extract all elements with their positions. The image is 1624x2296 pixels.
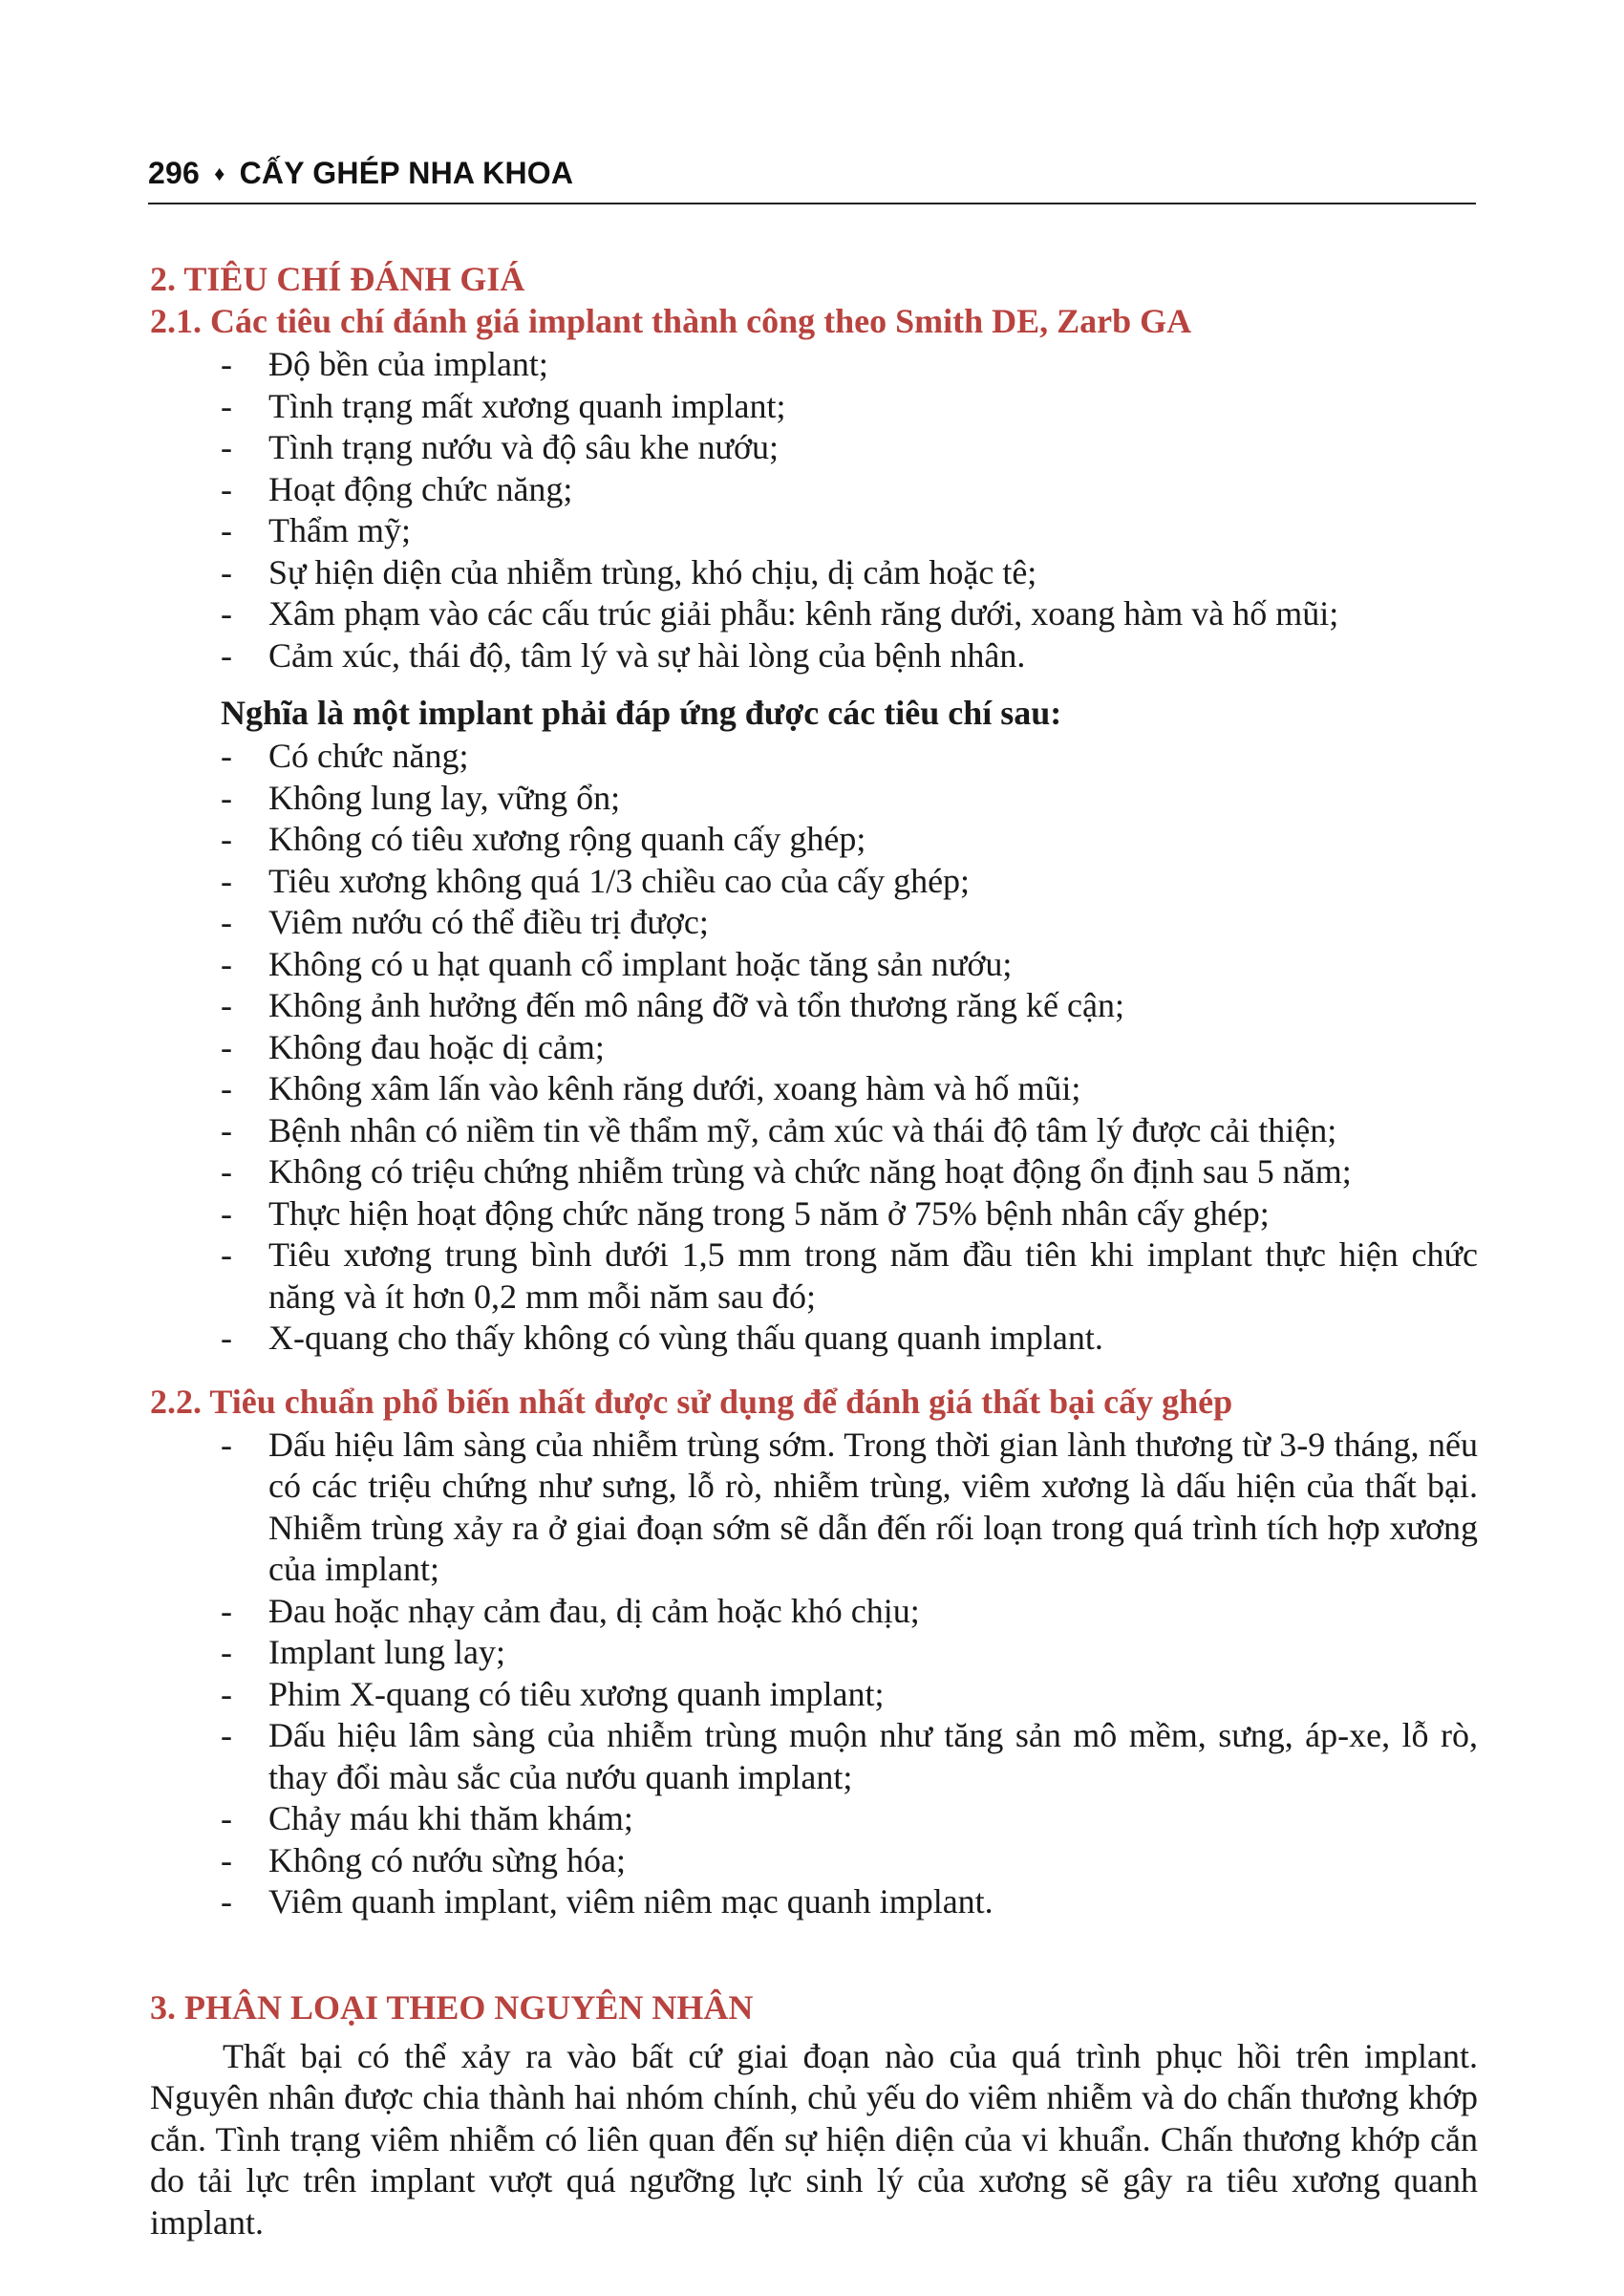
- subsection-2-1-heading: 2.1. Các tiêu chí đánh giá implant thành công theo Smith DE, Zarb GA: [150, 302, 1192, 340]
- list-item: - Sự hiện diện của nhiễm trùng, khó chịu, dị cảm hoặc tê;: [221, 552, 1478, 594]
- list-item: - Dấu hiệu lâm sàng của nhiễm trùng muộn như tăng sản mô mềm, sưng, áp-xe, lỗ rò, thay đổi màu sắc của nướu quanh implant;: [221, 1715, 1478, 1798]
- page-header: [148, 156, 1476, 204]
- list-item: - Không đau hoặc dị cảm;: [221, 1027, 1478, 1069]
- book-title: CẤY GHÉP NHA KHOA: [239, 156, 574, 190]
- list-item: - Không xâm lấn vào kênh răng dưới, xoang hàm và hố mũi;: [221, 1068, 1478, 1110]
- success-factors-list: [150, 344, 1478, 676]
- list-item: - Thẩm mỹ;: [221, 510, 1478, 552]
- list-item: - Không có tiêu xương rộng quanh cấy ghép;: [221, 819, 1478, 861]
- list-item: - Xâm phạm vào các cấu trúc giải phẫu: kênh răng dưới, xoang hàm và hố mũi;: [221, 593, 1478, 635]
- list-item: - Không có nướu sừng hóa;: [221, 1840, 1478, 1882]
- list-item: - Phim X-quang có tiêu xương quanh implant;: [221, 1674, 1478, 1716]
- section-3-paragraph: Thất bại có thể xảy ra vào bất cứ giai đoạn nào của quá trình phục hồi trên implant. Nguyên nhân được chia thành hai nhóm chính, chủ yếu do viêm nhiễm và do chấn thương khớp cắn. Tình trạng viêm nhiễm có liên quan đến sự hiện diện của vi khuẩn. Chấn thương khớp cắn do tải lực trên implant vượt quá ngưỡng lực sinh lý của xương sẽ gây ra tiêu xương quanh implant.: [150, 2036, 1478, 2242]
- list-item: - Không có triệu chứng nhiễm trùng và chức năng hoạt động ổn định sau 5 năm;: [221, 1151, 1478, 1193]
- list-item: - Độ bền của implant;: [221, 344, 1478, 386]
- failure-criteria-list: [150, 1425, 1478, 1923]
- list-item: - Đau hoặc nhạy cảm đau, dị cảm hoặc khó chịu;: [221, 1591, 1478, 1633]
- list-item: - Tiêu xương trung bình dưới 1,5 mm trong năm đầu tiên khi implant thực hiện chức năng và ít hơn 0,2 mm mỗi năm sau đó;: [221, 1234, 1478, 1318]
- running-head: [148, 156, 573, 190]
- diamond-separator-icon: ♦: [214, 161, 225, 185]
- page-number: 296: [148, 156, 200, 190]
- list-item: - X-quang cho thấy không có vùng thấu quang quanh implant.: [221, 1318, 1478, 1360]
- list-item: - Viêm nướu có thể điều trị được;: [221, 902, 1478, 944]
- list-item: - Bệnh nhân có niềm tin về thẩm mỹ, cảm xúc và thái độ tâm lý được cải thiện;: [221, 1110, 1478, 1152]
- section-2-heading: 2. TIÊU CHÍ ĐÁNH GIÁ: [150, 260, 525, 298]
- list-item: - Thực hiện hoạt động chức năng trong 5 năm ở 75% bệnh nhân cấy ghép;: [221, 1193, 1478, 1235]
- list-item: - Tiêu xương không quá 1/3 chiều cao của cấy ghép;: [221, 861, 1478, 903]
- page-content: [150, 258, 1478, 2243]
- success-criteria-list: [150, 736, 1478, 1360]
- list-item: - Implant lung lay;: [221, 1632, 1478, 1674]
- list-item: - Không có u hạt quanh cổ implant hoặc tăng sản nướu;: [221, 944, 1478, 986]
- criteria-intro: Nghĩa là một implant phải đáp ứng được các tiêu chí sau:: [221, 694, 1062, 732]
- list-item: - Không lung lay, vững ổn;: [221, 778, 1478, 820]
- list-item: - Cảm xúc, thái độ, tâm lý và sự hài lòng của bệnh nhân.: [221, 635, 1478, 677]
- list-item: - Chảy máu khi thăm khám;: [221, 1798, 1478, 1840]
- list-item: - Có chức năng;: [221, 736, 1478, 778]
- list-item: - Viêm quanh implant, viêm niêm mạc quanh implant.: [221, 1881, 1478, 1923]
- subsection-2-2-heading: 2.2. Tiêu chuẩn phổ biến nhất được sử dụng để đánh giá thất bại cấy ghép: [150, 1382, 1233, 1421]
- list-item: - Tình trạng nướu và độ sâu khe nướu;: [221, 427, 1478, 469]
- list-item: - Tình trạng mất xương quanh implant;: [221, 386, 1478, 428]
- list-item: - Không ảnh hưởng đến mô nâng đỡ và tổn thương răng kế cận;: [221, 985, 1478, 1027]
- section-3-heading: 3. PHÂN LOẠI THEO NGUYÊN NHÂN: [150, 1987, 754, 2027]
- list-item: - Dấu hiệu lâm sàng của nhiễm trùng sớm. Trong thời gian lành thương từ 3-9 tháng, nếu có các triệu chứng như sưng, lỗ rò, nhiễm trùng, viêm xương là dấu hiện của thất bại. Nhiễm trùng xảy ra ở giai đoạn sớm sẽ dẫn đến rối loạn trong quá trình tích hợp xương của implant;: [221, 1425, 1478, 1591]
- list-item: - Hoạt động chức năng;: [221, 469, 1478, 511]
